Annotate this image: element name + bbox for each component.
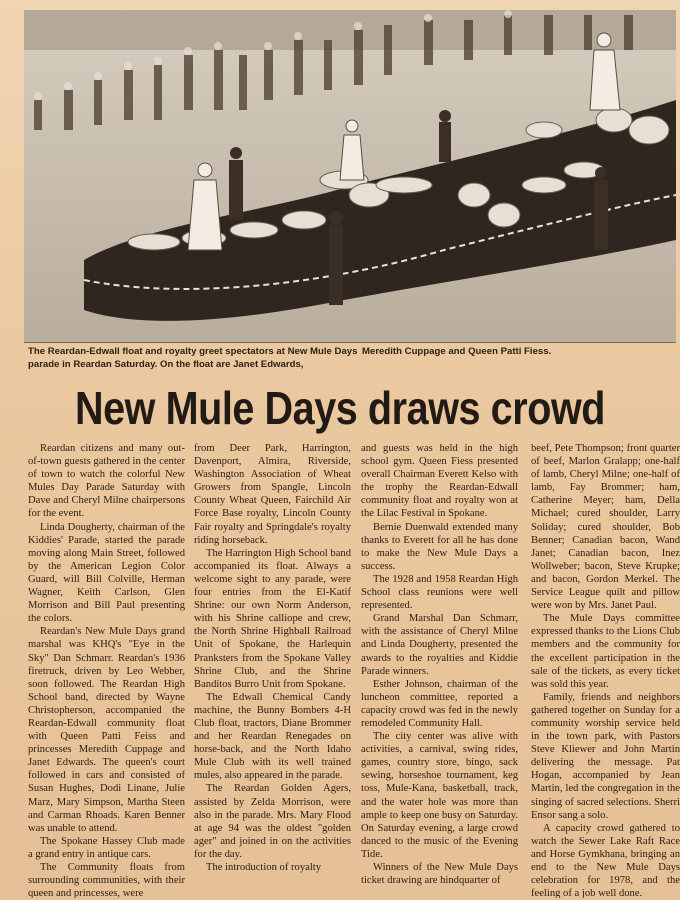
paragraph: Grand Marshal Dan Schmarr, with the assistance of Cheryl Milne and Linda Dougherty, presented the awards to the royalties and Kiddie Parade winners. [361,613,518,677]
paragraph: beef, Pete Thompson; front quarter of beef, Marlon Gralapp; one-half of lamb, Cheryl Milne; one-half of lamb, Fay Brommer; ham, Catherine Meyer; ham, Della Michael; cured shoulder, Larry Soliday; cured shoulder, Bob Benner; Canadian bacon, Wand Janet; Canadian bacon, Inez Wollweber; bacon, Steve Krupke; and bacon, Gordon Merkel. The Service League quilt and pillow were won by Mrs. Janet Paul. [531,443,680,612]
article-column-4 [531,442,680,898]
paragraph: and guests was held in the high school gym. Queen Fiess presented overall Chairman Everett Kelso with the trophy the Reardan-Edwall community float and royalty won at the Lilac Festival in Spokane. [361,443,518,520]
paragraph: Esther Johnson, chairman of the luncheon committee, reported a capacity crowd was fed in the newly remodeled Community Hall. [361,678,518,729]
paragraph: Linda Dougherty, chairman of the Kiddies' Parade, started the parade moving along Main Street, followed by the American Legion Color Guard, will Bill Colville, Herman Wagner, Keith Carlson, Glen Morrison and Bill Paul presenting the colors. [28,521,185,625]
paragraph: The city center was alive with activities, a carnival, swing rides, games, country store, bingo, sack sewing, horseshoe tournament, keg toss, Mule-Kana, basketball, track, and the water hole was more than ample to keep one busy on Saturday. On Saturday evening, a large crowd danced to the music of the Evening Tide. [361,731,518,860]
paragraph: A capacity crowd gathered to watch the Sewer Lake Raft Race and Horse Gymkhana, bringing an end to the New Mule Days celebration for 1978, and the feeling of a job well done. [531,822,680,898]
photo-caption-right: Meredith Cuppage and Queen Patti Fiess. [362,346,552,357]
paragraph: The Reardan Golden Agers, assisted by Zelda Morrison, were also in the parade. Mrs. Mary Flood at age 94 was the oldest "golden ager" and joined in on the activities for the day. [194,783,351,860]
parade-float-photo [24,10,676,343]
article-column-2 [194,442,351,898]
paragraph: The Edwall Chemical Candy machine, the Bunny Bombers 4-H Club float, tractors, Diane Brommer and her Reardan Renegades on horse-back, and the North Idaho Mule Club with its well trained mules, also appeared in the parade. [194,691,351,782]
paragraph: The Harrington High School band accompanied its float. Always a welcome sight to any parade, were four entries from the El-Katif Shrine: our own Norm Anderson, with his Shrine calliope and crew, the North Shrine Highball Railroad Unit of Spokane, the Harlequin Pranksters from the Spokane Valley Shrine Club, and the Shrine Banditos Burro Unit from Spokane. [194,547,351,690]
article-column-1 [28,442,185,898]
paragraph: The Spokane Hassey Club made a grand entry in antique cars. [28,835,185,860]
paragraph: Reardan's New Mule Days grand marshal was KHQ's "Eye in the Sky" Dan Schmarr. Reardan's 1936 firetruck, driven by Leo Webber, soon followed. The Reardan High School band, directed by Wayne Christopherson, accompanied the Reardan-Edwall community float with Queen Patti Feiss and princesses Meredith Cuppage and Janet Edwards. The queen's court followed in cars and consisted of Susan Hughes, Dodi Linane, Julie Marz, Mary Simpson, Martha Steen and Carman Rhoads. Karen Benner was unable to attend. [28,626,185,834]
photo-caption-left: The Reardan-Edwall float and royalty greet spectators at New Mule Days parade in Reardan Saturday. On the float are Janet Edwards, [28,346,358,370]
paragraph: The Community floats from surrounding communities, with their queen and princesses, were [28,862,185,898]
paragraph: The introduction of royalty [206,862,322,873]
paragraph: The Mule Days committee expressed thanks to the Lions Club members and the community for the excellent participation in the sale of the tickets, as every ticket was sold this year. [531,613,680,690]
paragraph: Bernie Duenwald extended many thanks to Everett for all he has done to make the New Mule Days a success. [361,521,518,572]
paragraph: Reardan citizens and many out-of-town guests gathered in the center of town to watch the colorful New Mules Day Parade Saturday with Dave and Cheryl Milne chairpersons for the event. [28,443,185,520]
paragraph: from Deer Park, Harrington, Davenport, Almira, Riverside, Washington Association of Wheat Growers from Spangle, Lincoln County Wheat Queen, Fairchild Air Force Base royalty, Lincoln County Fair royalty and Springdale's royalty riding horseback. [194,443,351,546]
article-headline: New Mule Days draws crowd [74,382,606,434]
paragraph: The 1928 and 1958 Reardan High School class reunions were well represented. [361,573,518,612]
article-column-3 [361,442,518,898]
photo-illustration [24,10,676,342]
paragraph: Family, friends and neighbors gathered together on Sunday for a community worship service held in the town park, with Pastors Steve Kliewer and John Martin delivering the message. Pat Hogan, accompanied by Jean Martin, led the congregation in the singing of sacred selections. Sherri Ensor sang a solo. [531,691,680,821]
paragraph: Winners of the New Mule Days ticket drawing are hindquarter of [361,862,518,887]
